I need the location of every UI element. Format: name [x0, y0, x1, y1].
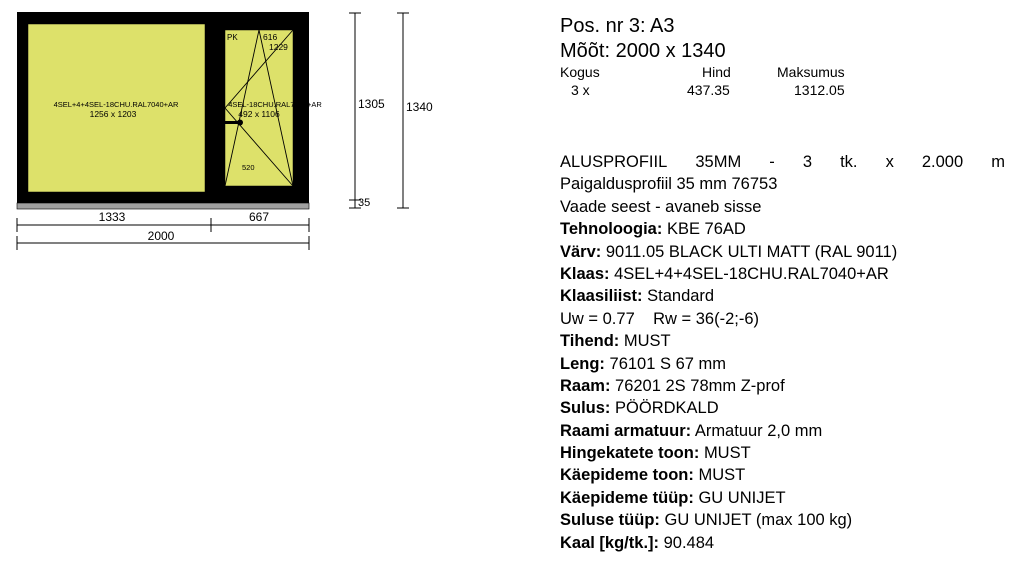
spec-row: [560, 173, 1005, 195]
spec-value: MUST: [623, 332, 671, 351]
spec-value: 76101 S 67 mm: [609, 354, 726, 373]
spec-value: Standard: [647, 287, 715, 306]
sill-profile: [17, 203, 309, 209]
spec-value: Uw = 0.77 Rw = 36(-2;-6): [560, 309, 759, 328]
spec-label: Tehnoloogia:: [560, 220, 663, 239]
spec-value: 76201 2S 78mm Z-prof: [615, 376, 785, 395]
spec-row: [560, 442, 1005, 464]
position-title: Pos. nr 3: A3: [560, 15, 675, 37]
total-header: Maksumus: [777, 64, 845, 80]
spec-value: 90.484: [663, 533, 715, 552]
spec-label: Klaasiliist:: [560, 287, 643, 306]
sash-dim-b: 1229: [269, 42, 288, 52]
height-frame-label: 1305: [358, 97, 385, 111]
spec-label: Käepideme tüüp:: [560, 488, 694, 507]
quantity-value: 3 x: [571, 82, 590, 98]
spec-row: [560, 532, 1005, 554]
spec-value: GU UNIJET (max 100 kg): [664, 511, 853, 530]
spec-row: [560, 196, 1005, 218]
price-value: 437.35: [687, 82, 730, 98]
spec-label: Tihend:: [560, 332, 620, 351]
spec-value: PÖÖRDKALD: [615, 399, 719, 418]
price-header: Hind: [702, 64, 731, 80]
spec-label: Käepideme toon:: [560, 466, 694, 485]
spec-row: [560, 285, 1005, 307]
quantity-header: Kogus: [560, 64, 600, 80]
right-glass-size: 492 x 1106: [238, 109, 280, 119]
spec-row: [560, 241, 1005, 263]
spec-label: Hingekatete toon:: [560, 444, 700, 463]
height-profile-label: 35: [358, 197, 371, 209]
width-left-label: 1333: [98, 210, 126, 224]
spec-row: [560, 509, 1005, 531]
spec-value: Armatuur 2,0 mm: [694, 421, 823, 440]
spec-row: [560, 308, 1005, 330]
spec-label: Sulus:: [560, 399, 611, 418]
spec-value: Vaade seest - avaneb sisse: [560, 197, 762, 216]
profile-length: 2.000: [921, 153, 964, 171]
profile-unit: tk.: [840, 153, 858, 171]
width-total-label: 2000: [147, 229, 175, 243]
spec-row: [560, 487, 1005, 509]
spec-value: MUST: [703, 444, 751, 463]
spec-row: [560, 375, 1005, 397]
height-total-label: 1340: [406, 100, 433, 114]
spec-label: Raam:: [560, 376, 611, 395]
spec-row: [560, 420, 1005, 442]
price-summary: [560, 64, 1005, 98]
spec-value: GU UNIJET: [698, 488, 786, 507]
left-glass-label: 4SEL+4+4SEL-18CHU.RAL7040+AR: [53, 100, 179, 109]
spec-label: Kaal [kg/tk.]:: [560, 533, 660, 552]
spec-value: 9011.05 BLACK ULTI MATT (RAL 9011): [605, 242, 898, 261]
right-glass-label: 4SEL-18CHU.RAL7040+AR: [228, 100, 322, 109]
sash-dim-a: 616: [263, 32, 278, 42]
sash-code-label: PK: [227, 33, 238, 42]
spec-label: Raami armatuur:: [560, 421, 692, 440]
spec-row: [560, 397, 1005, 419]
spec-value: KBE 76AD: [666, 220, 746, 239]
spec-label: Klaas:: [560, 264, 610, 283]
spec-row: [560, 263, 1005, 285]
profile-count: 3: [802, 153, 813, 171]
base-profile-line: [560, 151, 1005, 173]
spec-label: Leng:: [560, 354, 605, 373]
spec-row: [560, 353, 1005, 375]
spec-row: [560, 218, 1005, 240]
profile-name: ALUSPROFIIL: [560, 153, 668, 171]
position-header: [560, 14, 1005, 98]
spec-value: 4SEL+4+4SEL-18CHU.RAL7040+AR: [614, 264, 889, 283]
profile-dash: -: [769, 153, 775, 171]
left-glass-size: 1256 x 1203: [89, 109, 137, 119]
spec-label: Värv:: [560, 242, 602, 261]
total-value: 1312.05: [794, 82, 845, 98]
profile-times: x: [885, 153, 894, 171]
handle-height-label: 520: [242, 163, 255, 172]
profile-size: 35MM: [695, 153, 742, 171]
spec-row: [560, 330, 1005, 352]
profile-length-unit: m: [991, 153, 1005, 171]
width-right-label: 667: [248, 210, 270, 224]
spec-label: Suluse tüüp:: [560, 511, 660, 530]
measure-title: Mõõt: 2000 x 1340: [560, 40, 726, 62]
spec-value: Paigaldusprofiil 35 mm 76753: [560, 175, 778, 194]
spec-row: [560, 464, 1005, 486]
specification-list: [560, 151, 1005, 554]
spec-value: MUST: [698, 466, 746, 485]
